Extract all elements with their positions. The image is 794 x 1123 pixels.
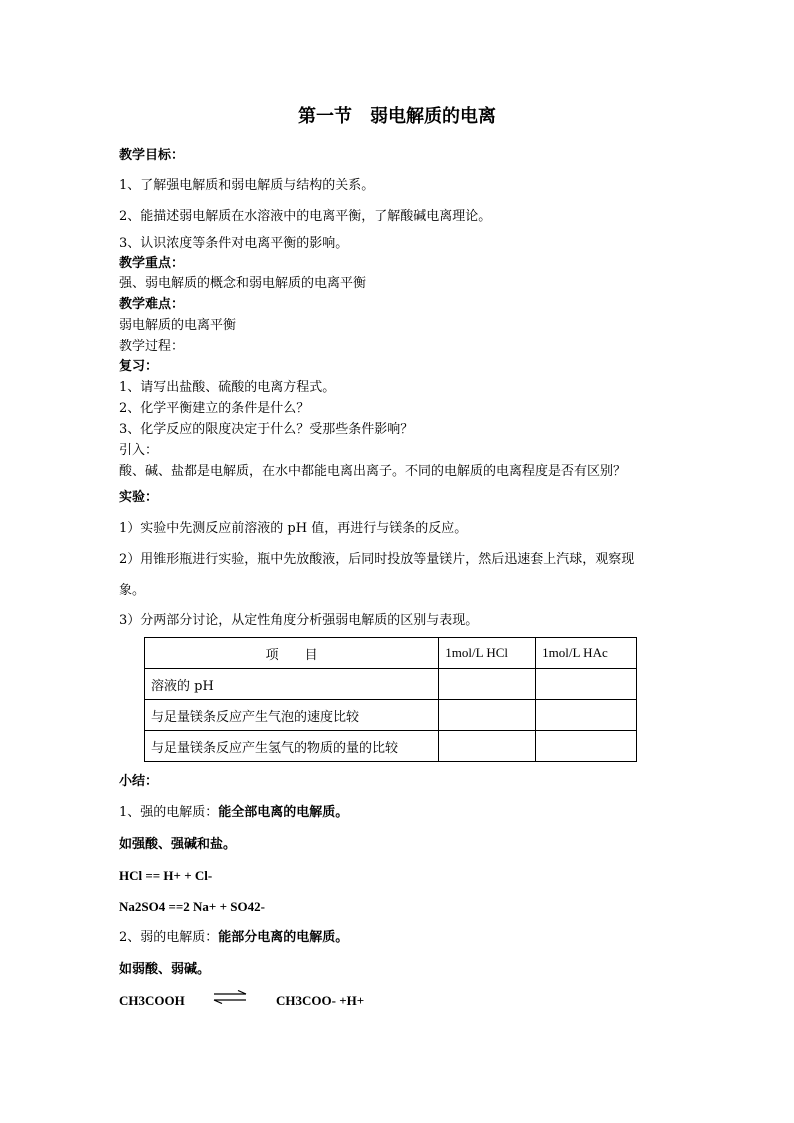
process-label: 教学过程： xyxy=(119,339,185,354)
table-cell xyxy=(536,731,637,762)
intro-label: 引入： xyxy=(119,443,159,458)
review-heading: 复习： xyxy=(119,359,159,374)
difficulties-text: 弱电解质的电离平衡 xyxy=(119,318,237,333)
goal-item: 1、了解强电解质和弱电解质与结构的关系。 xyxy=(119,178,375,193)
goals-heading: 教学目标： xyxy=(119,148,185,163)
review-item: 1、请写出盐酸、硫酸的电离方程式。 xyxy=(119,380,336,395)
strong-definition: 能全部电离的电解质。 xyxy=(218,805,349,820)
key-points-heading: 教学重点： xyxy=(119,256,185,271)
table-cell: 与足量镁条反应产生氢气的物质的量的比较 xyxy=(145,731,439,762)
weak-electrolyte-line xyxy=(119,930,348,946)
experiment-item: 3）分两部分讨论，从定性角度分析强弱电解质的区别与表现。 xyxy=(119,613,479,628)
table-header-row xyxy=(145,638,637,669)
table-header-cell: 1mol/L HCl xyxy=(439,638,536,669)
review-item: 2、化学平衡建立的条件是什么？ xyxy=(119,401,310,416)
equation-na2so4: Na2SO4 ==2 Na+ + SO42- xyxy=(119,899,265,914)
table-cell xyxy=(536,669,637,700)
page-title: 第一节 弱电解质的电离 xyxy=(298,106,496,127)
weak-examples: 如弱酸、弱碱。 xyxy=(119,962,211,977)
weak-label: 2、弱的电解质： xyxy=(119,930,219,945)
key-points-text: 强、弱电解质的概念和弱电解质的电离平衡 xyxy=(119,276,367,291)
summary-heading: 小结： xyxy=(119,774,159,789)
table-header-cell: 1mol/L HAc xyxy=(536,638,637,669)
strong-electrolyte-line xyxy=(119,805,348,821)
weak-definition: 能部分电离的电解质。 xyxy=(218,930,349,945)
review-item: 3、化学反应的限度决定于什么？受那些条件影响？ xyxy=(119,422,414,437)
table-cell xyxy=(439,700,536,731)
difficulties-heading: 教学难点： xyxy=(119,297,185,312)
table-row xyxy=(145,669,637,700)
experiment-item: 象。 xyxy=(119,583,146,598)
experiment-item: 2）用锥形瓶进行实验，瓶中先放酸液，后同时投放等量镁片，然后迅速套上汽球，观察现 xyxy=(119,552,635,567)
equation-hcl: HCl == H+ + Cl- xyxy=(119,868,213,883)
equation-left: CH3COOH xyxy=(119,993,185,1008)
strong-label: 1、强的电解质： xyxy=(119,805,219,820)
equilibrium-arrow-icon xyxy=(212,990,248,1004)
equation-right: CH3COO- +H+ xyxy=(276,993,365,1008)
comparison-table xyxy=(144,637,637,762)
table-cell: 溶液的 pH xyxy=(145,669,439,700)
goal-item: 2、能描述弱电解质在水溶液中的电离平衡，了解酸碱电离理论。 xyxy=(119,209,492,224)
goal-item: 3、认识浓度等条件对电离平衡的影响。 xyxy=(119,236,349,251)
table-cell xyxy=(536,700,637,731)
strong-examples: 如强酸、强碱和盐。 xyxy=(119,837,237,852)
intro-text: 酸、碱、盐都是电解质，在水中都能电离出离子。不同的电解质的电离程度是否有区别？ xyxy=(119,464,627,479)
table-header-cell: 项 目 xyxy=(145,638,439,669)
experiment-heading: 实验： xyxy=(119,490,159,505)
table-cell xyxy=(439,731,536,762)
table-row xyxy=(145,731,637,762)
table-cell: 与足量镁条反应产生气泡的速度比较 xyxy=(145,700,439,731)
experiment-item: 1）实验中先测反应前溶液的 pH 值，再进行与镁条的反应。 xyxy=(119,521,468,536)
table-cell xyxy=(439,669,536,700)
table-row xyxy=(145,700,637,731)
